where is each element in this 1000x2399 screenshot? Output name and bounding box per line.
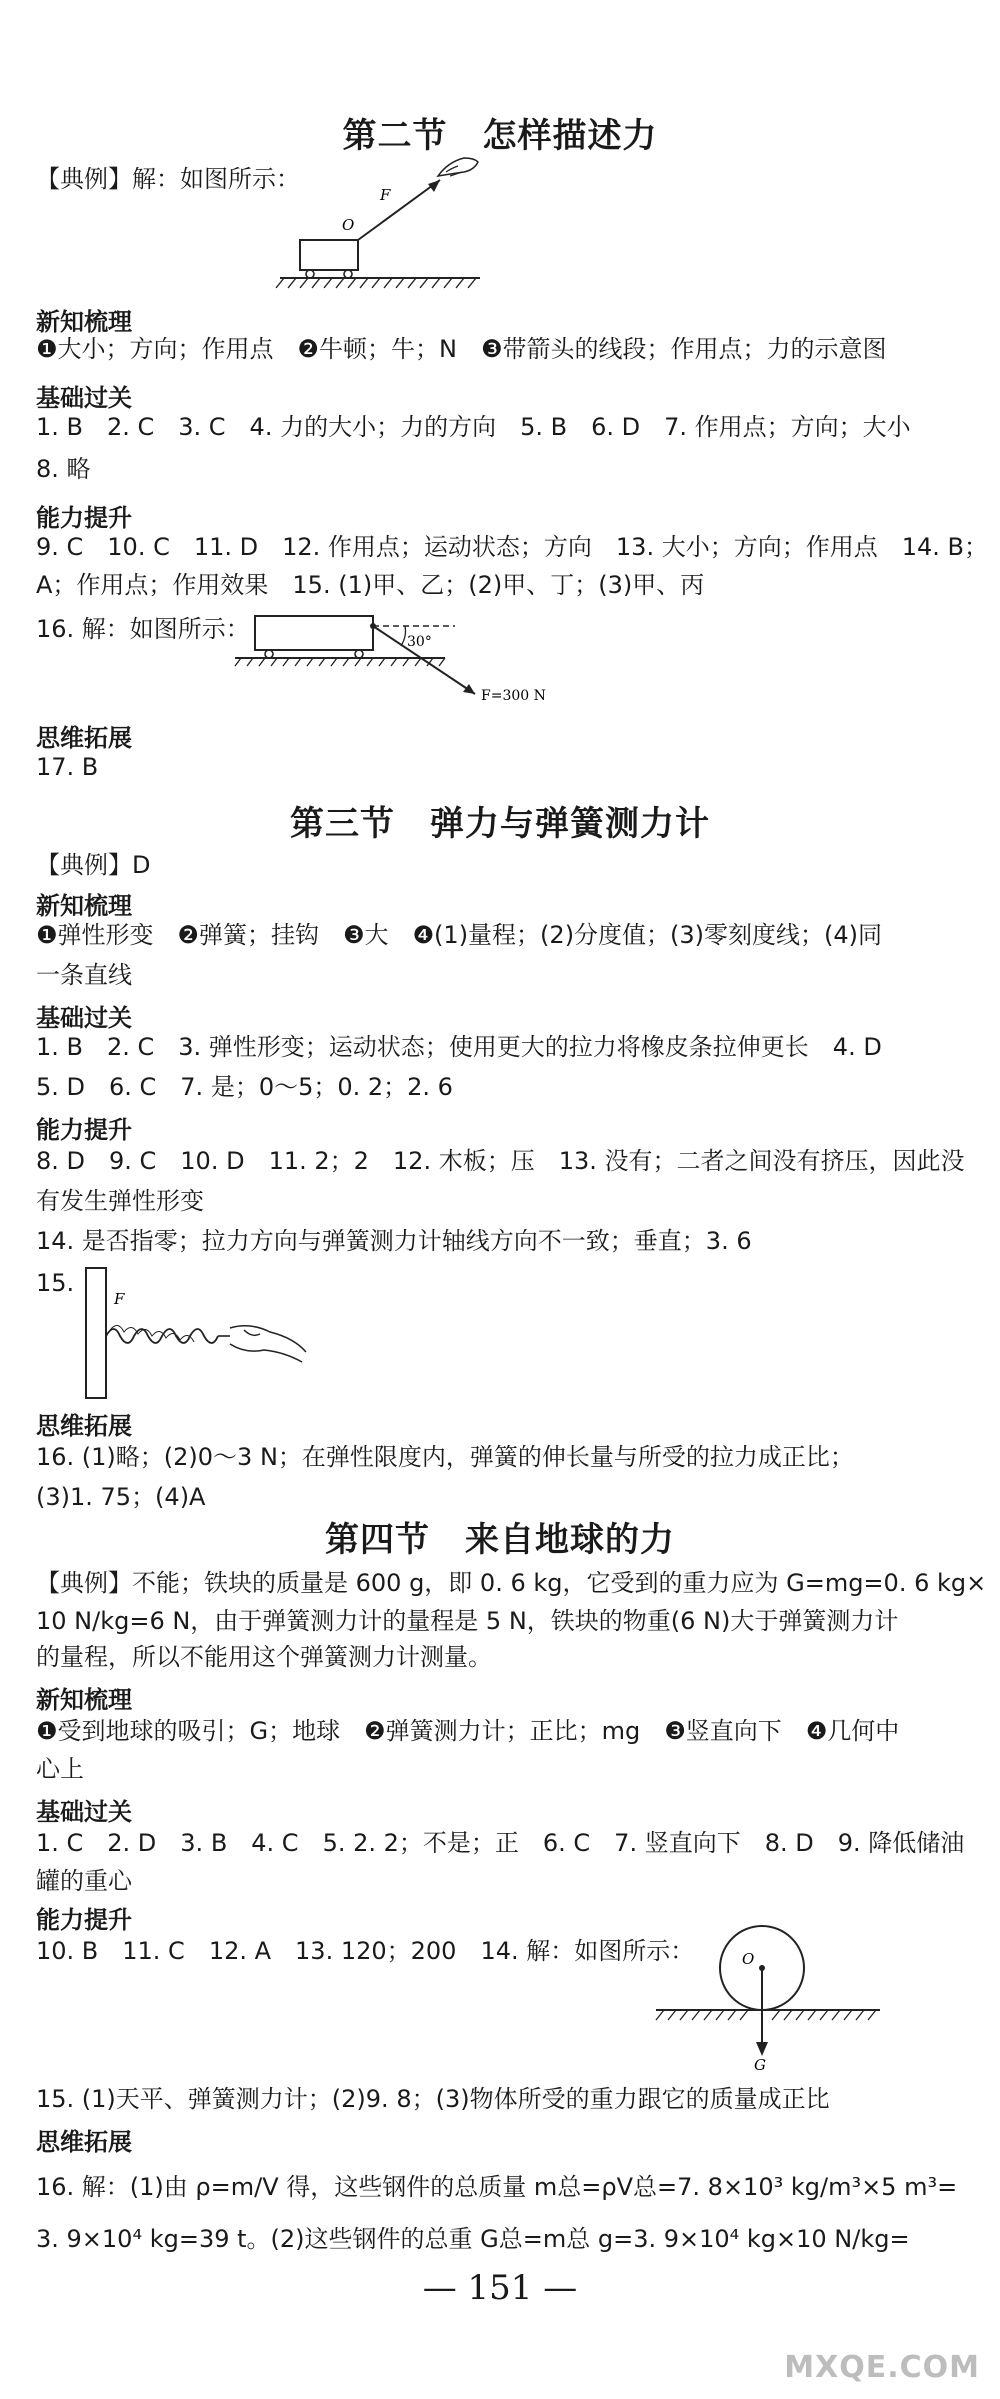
ability-4-line2: 15. (1)天平、弹簧测力计；(2)9. 8；(3)物体所受的重力跟它的质量成正比 — [36, 2085, 830, 2113]
figure-cart-pulled-30deg — [235, 604, 575, 710]
heading-basic-2: 基础过关 — [36, 384, 132, 412]
heading-new-knowledge-3: 新知梳理 — [36, 892, 132, 920]
ability-3-line4: 15. — [36, 1269, 75, 1297]
heading-new-knowledge-4: 新知梳理 — [36, 1686, 132, 1714]
basic-2-line2: 8. 略 — [36, 455, 91, 483]
expand-3-line2: (3)1. 75；(4)A — [36, 1483, 206, 1511]
figure-spring-wall — [80, 1264, 310, 1404]
basic-3-line2: 5. D 6. C 7. 是；0～5；0. 2；2. 6 — [36, 1073, 453, 1101]
watermark: MXQE.COM — [784, 2350, 980, 2385]
new-knowledge-2: ❶大小；方向；作用点 ❷牛顿；牛；N ❸带箭头的线段；作用点；力的示意图 — [36, 335, 887, 363]
expand-4-line2: 3. 9×10⁴ kg=39 t。(2)这些钢件的总重 G总=m总 g=3. 9×10⁴ kg×10 N/kg= — [36, 2225, 910, 2253]
expand-4-line1: 16. 解：(1)由 ρ=m/V 得，这些钢件的总质量 m总=ρV总=7. 8×10³ kg/m³×5 m³= — [36, 2173, 958, 2201]
section-title-4: 第四节 来自地球的力 — [325, 1520, 675, 1560]
new-knowledge-4-line2: 心上 — [36, 1755, 84, 1783]
heading-expand-2: 思维拓展 — [36, 724, 132, 752]
page-number: — 151 — — [422, 2268, 578, 2308]
basic-2-line1: 1. B 2. C 3. C 4. 力的大小；力的方向 5. B 6. D 7. 作用点；方向；大小 — [36, 413, 911, 441]
heading-new-knowledge-2: 新知梳理 — [36, 308, 132, 336]
heading-expand-4: 思维拓展 — [36, 2128, 132, 2156]
section-title-3: 第三节 弹力与弹簧测力计 — [290, 804, 710, 844]
ability-2-line2: A；作用点；作用效果 15. (1)甲、乙；(2)甲、丁；(3)甲、丙 — [36, 571, 705, 599]
fig2-label-force: F=300 N — [481, 688, 546, 704]
typical-example-3: 【典例】D — [36, 851, 151, 879]
typical-example-4-line1: 【典例】不能；铁块的质量是 600 g，即 0. 6 kg，它受到的重力应为 G=mg=0. 6 kg× — [36, 1569, 987, 1597]
basic-3-line1: 1. B 2. C 3. 弹性形变；运动状态；使用更大的拉力将橡皮条拉伸更长 4. D — [36, 1033, 882, 1061]
ability-4-line1: 10. B 11. C 12. A 13. 120；200 14. 解：如图所示： — [36, 1937, 695, 1965]
figure-block-pulled — [270, 150, 500, 290]
basic-4-line2: 罐的重心 — [36, 1867, 132, 1895]
ability-3-line3: 14. 是否指零；拉力方向与弹簧测力计轴线方向不一致；垂直；3. 6 — [36, 1227, 752, 1255]
heading-basic-3: 基础过关 — [36, 1004, 132, 1032]
typical-example-4-line2: 10 N/kg=6 N，由于弹簧测力计的量程是 5 N，铁块的物重(6 N)大于弹簧测力计 — [36, 1607, 899, 1635]
section-title-2: 第二节 怎样描述力 — [342, 116, 658, 156]
expand-3-line1: 16. (1)略；(2)0～3 N；在弹性限度内，弹簧的伸长量与所受的拉力成正比； — [36, 1443, 854, 1471]
expand-2-line1: 17. B — [36, 753, 99, 781]
heading-ability-4: 能力提升 — [36, 1906, 132, 1934]
new-knowledge-3-line1: ❶弹性形变 ❷弹簧；挂钩 ❸大 ❹(1)量程；(2)分度值；(3)零刻度线；(4)同 — [36, 921, 883, 949]
ability-2-line3: 16. 解：如图所示： — [36, 615, 250, 643]
fig3-label-f: F — [114, 1290, 125, 1308]
ability-3-line1: 8. D 9. C 10. D 11. 2；2 12. 木板；压 13. 没有；二者之间没有挤压，因此没 — [36, 1147, 965, 1175]
fig1-label-f: F — [380, 186, 391, 204]
typical-example-4-line3: 的量程，所以不能用这个弹簧测力计测量。 — [36, 1643, 492, 1671]
new-knowledge-3-line2: 一条直线 — [36, 961, 132, 989]
fig2-label-angle: 30° — [407, 634, 432, 650]
fig1-label-o: O — [342, 216, 355, 234]
heading-ability-2: 能力提升 — [36, 504, 132, 532]
typical-example-2: 【典例】解：如图所示： — [36, 165, 300, 193]
basic-4-line1: 1. C 2. D 3. B 4. C 5. 2. 2；不是；正 6. C 7. 竖直向下 8. D 9. 降低储油 — [36, 1829, 965, 1857]
figure-ball-gravity — [650, 1920, 890, 2074]
fig4-label-o: O — [742, 1950, 755, 1968]
ability-3-line2: 有发生弹性形变 — [36, 1187, 204, 1215]
heading-expand-3: 思维拓展 — [36, 1412, 132, 1440]
heading-ability-3: 能力提升 — [36, 1116, 132, 1144]
new-knowledge-4-line1: ❶受到地球的吸引；G；地球 ❷弹簧测力计；正比；mg ❸竖直向下 ❹几何中 — [36, 1717, 900, 1745]
ability-2-line1: 9. C 10. C 11. D 12. 作用点；运动状态；方向 13. 大小；方向；作用点 14. B； — [36, 533, 988, 561]
heading-basic-4: 基础过关 — [36, 1798, 132, 1826]
fig4-label-g: G — [754, 2056, 766, 2074]
